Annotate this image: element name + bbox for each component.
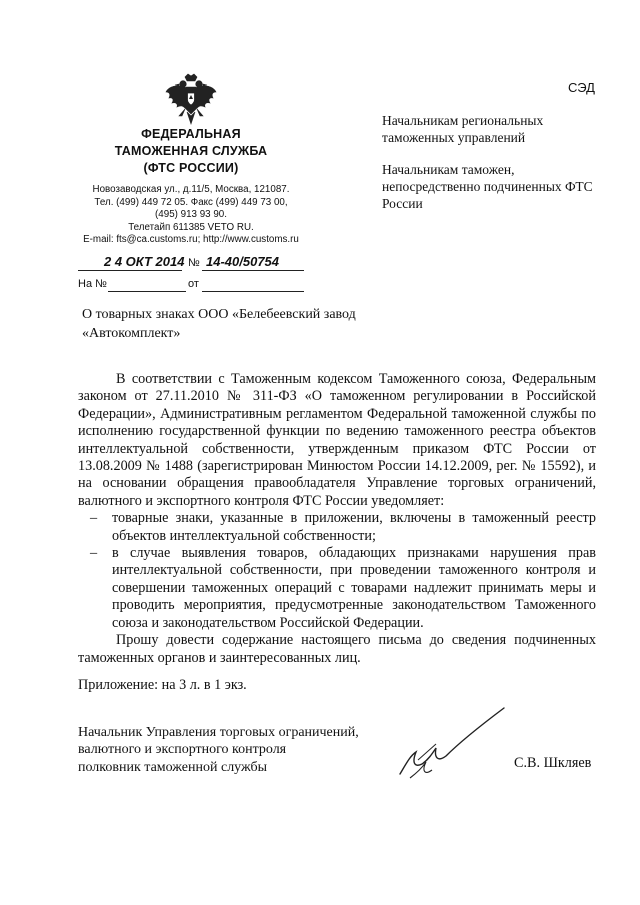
organization-name [78,126,304,177]
reference-line [78,277,304,295]
registration-line [78,252,304,274]
emblem-icon [163,72,219,128]
list-item-text: товарные знаки, указанные в приложении, включены в таможенный реестр объектов интеллектуальной собственности; [112,510,596,544]
position-line: валютного и экспортного контроля [78,742,287,758]
registration-number-label: № [188,257,200,269]
list-item [78,545,596,632]
position-line: полковник таможенной службы [78,759,268,775]
reference-from-label: от [188,278,199,290]
sed-stamp: СЭД [568,80,595,95]
contact-address: Новозаводская ул., д.11/5, Москва, 121087. [92,184,290,195]
signer-name: С.В. Шкляев [514,755,592,771]
body-closing: Прошу довести содержание настоящего письма до сведения подчиненных таможенных органов и заинтересованных лиц. [78,632,596,666]
signature-position [78,724,398,776]
addressee-customs: Начальникам таможен, непосредственно подчиненных ФТС России [382,162,593,211]
list-item [78,510,596,545]
list-dash: – [90,545,98,562]
contact-email: E-mail: fts@ca.customs.ru; http://www.customs.ru [83,234,299,245]
letter-subject: О товарных знаках ООО «Белебеевский завод «Автокомплект» [82,307,356,341]
contact-teletype: Телетайп 611385 VETO RU. [128,221,254,233]
contact-info [78,184,304,247]
letter-body [78,371,596,667]
contact-phone-2: (495) 913 93 90. [155,209,227,220]
org-line: (ФТС РОССИИ) [143,161,239,175]
handwritten-signature [392,704,512,789]
reference-number-label: На № [78,278,107,290]
registration-date: 2 4 ОКТ 2014 [104,254,185,269]
org-line: ТАМОЖЕННАЯ СЛУЖБА [114,144,268,158]
list-dash: – [90,510,98,527]
list-item-text: в случае выявления товаров, обладающих признаками нарушения прав интеллектуальной собственности, при проведении таможенного контроля и совершении таможенных операций с товарами надлежит принимать меры и проводить мероприятия, предусмотренные законодательством Таможенного союза и законодательством Российской Федерации. [112,545,596,631]
addressees [382,112,612,227]
org-line: ФЕДЕРАЛЬНАЯ [141,127,241,141]
contact-phone: Тел. (499) 449 72 05. Факс (499) 449 73 00, [94,196,288,208]
position-line: Начальник Управления торговых ограничений, [78,725,359,740]
registration-number: 14-40/50754 [206,254,280,269]
addressee-regional: Начальникам региональных таможенных управлений [382,113,544,145]
attachment-note: Приложение: на 3 л. в 1 экз. [78,677,247,693]
body-intro: В соответствии с Таможенным кодексом Таможенного союза, Федеральным законом от 27.11.2010 № 311-ФЗ «О таможенном регулировании в Российской Федерации», Административным регламентом Федеральной таможенной службы по исполнению государственной функции по ведению таможенного реестра объектов интеллектуальной собственности, утвержденным приказом ФТС России от 13.08.2009 № 1488 (зарегистрирован Минюстом России 14.12.2009, рег. № 15592), и на основании обращения правообладателя Управление торговых ограничений, валютного и экспортного контроля ФТС России уведомляет: [78,371,596,509]
